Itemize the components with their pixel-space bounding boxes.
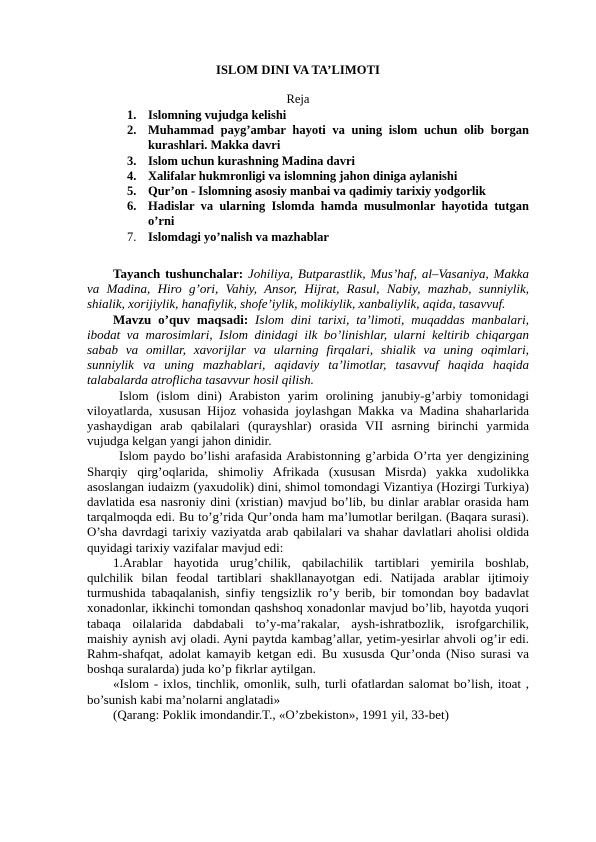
plan-item xyxy=(123,169,529,184)
reference-paragraph: (Qarang: Poklik imondandir.T., «O’zbekiston», 1991 yil, 33-bet) xyxy=(113,706,449,722)
plan-item-number: 3. xyxy=(127,153,137,168)
plan-item-text: Islomning vujudga kelishi xyxy=(148,108,287,122)
learning-goal-paragraph xyxy=(87,312,529,388)
key-concepts-text: Johiliya, Butparastlik, Mus’haf, al–Vasaniya, Makka va Madina, Hiro g’ori, Vahiy, Ansor, Hijrat, Rasul, Nabiy, mazhab, sunniylik, shialik, xorijiylik, hanafiylik, shofe’iylik, molikiylik, xanbaliylik, aqida, tasavvuf. xyxy=(87,266,529,312)
plan-item-number: 6. xyxy=(127,199,137,214)
plan-item-text: Hadislar va ularning Islomda hamda musulmonlar hayotida tutgan o’rni xyxy=(148,199,529,229)
plan-item-number: 1. xyxy=(127,108,137,122)
learning-goal-label: Mavzu o’quv maqsadi: xyxy=(113,311,249,327)
body-paragraph: Islom (islom dini) Arabiston yarim orolining janubiy-g’arbiy tomonidagi viloyatlarda, xususan Hijoz vohasida joylashgan Makka va Madina shaharlarida yashaydigan arab qabilalari (qurayshlar) orasida VII asrning birinchi yarmida vujudga kelgan yangi jahon dinidir. xyxy=(87,387,529,449)
plan-item xyxy=(123,230,529,245)
plan-item-number: 2. xyxy=(127,123,137,138)
plan-heading: Reja xyxy=(286,92,310,106)
learning-goal-text: Islom dini tarixi, ta’limoti, muqaddas manbalari, ibodat va marosimlari, Islom dinidagi ilk bo’linishlar, ularni keltirib chiqargan sabab va omillar, xavorijlar va ularning firqalari, shialik va uning oqimlari, sunniylik va uning mazhablari, aqidaviy ta’limotlar, tasavvuf haqida haqida talabalarda atroflicha tasavvur hosil qilish. xyxy=(87,311,529,388)
plan-item-text: Qur’on - Islomning asosiy manbai va qadimiy tarixiy yodgorlik xyxy=(148,184,486,199)
plan-item-text: Muhammad payg’ambar hayoti va uning islom uchun olib borgan kurashlari. Makka davri xyxy=(148,123,529,153)
page-title: ISLOM DINI VA TA’LIMOTI xyxy=(215,63,381,77)
plan-item xyxy=(123,184,529,199)
plan-item-text: Islom uchun kurashning Madina davri xyxy=(148,153,356,168)
key-concepts-label: Tayanch tushunchalar: xyxy=(113,266,244,281)
plan-item-text: Islomdagi yo’nalish va mazhablar xyxy=(148,229,329,244)
plan-item xyxy=(123,199,529,229)
plan-item xyxy=(123,108,529,123)
plan-item-number: 5. xyxy=(127,184,137,199)
body-paragraph: 1.Arablar hayotida urug’chilik, qabilachilik tartiblari yemirila boshlab, qulchilik bilan feodal tartiblari shakllanayotgan edi. Natijada arablar ijtimoiy turmushida tabaqalanish, sinfiy tengsizlik ro’y berib, bir tomondan boy badavlat xonadonlar, ikkinchi tomondan qashshoq xonadonlar mavjud bo’lib, hayotda yuqori tabaqa oilalarida dabdabali to’y-ma’rakalar, aysh-ishratbozlik, isrofgarchilik, maishiy aynish avj oladi. Ayni paytda kambag’allar, yetim-yesirlar ahvoli og’ir edi. Rahm-shafqat, adolat kamayib ketgan edi. Bu xususda Qur’onda (Niso surasi va boshqa suralarda) juda ko’p fikrlar aytilgan. xyxy=(87,554,529,677)
quote-paragraph: «Islom - ixlos, tinchlik, omonlik, sulh, turli ofatlardan salomat bo’lish, itoat , bo’sunish kabi ma’nolarni anglatadi» xyxy=(87,676,529,707)
plan-list xyxy=(123,108,529,245)
body-paragraph: Islom paydo bo’lishi arafasida Arabistonning g’arbida O’rta yer dengizining Sharqiy qirg’oqlarida, shimoliy Afrikada (xususan Misrda) yakka xudolikka asoslangan iudaizm (yaxudolik) dini, shimol tomondagi Vizantiya (Hozirgi Turkiya) davlatida esa nasroniy dini (xristian) mavjud bo’lib, bu dinlar arablar orasida ham tarqalmoqda edi. Bu to’g’rida Qur’onda ham ma’lumotlar berilgan. (Baqara surasi). O’sha davrdagi tarixiy vaziyatda arab qabilalari va shahar davlatlari aholisi oldida quyidagi tarixiy vazifalar mavjud edi: xyxy=(87,448,529,555)
plan-item-text: Xalifalar hukmronligi va islomning jahon diniga aylanishi xyxy=(148,168,458,183)
plan-item-number: 7. xyxy=(127,229,137,244)
plan-item xyxy=(123,123,529,153)
plan-item-number: 4. xyxy=(127,168,137,183)
plan-item xyxy=(123,154,529,169)
document-body xyxy=(87,266,529,722)
key-concepts-paragraph xyxy=(87,266,529,312)
